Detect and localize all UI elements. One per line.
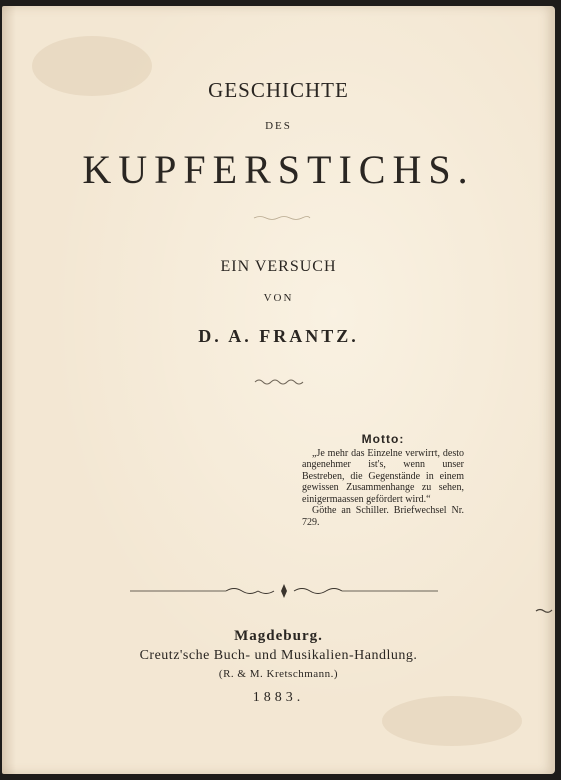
- title-main: KUPFERSTICHS.: [82, 147, 475, 192]
- subtitle: EIN VERSUCH: [220, 258, 337, 275]
- author-name: D. A. FRANTZ.: [198, 326, 359, 346]
- imprint-year: 1883.: [252, 690, 305, 705]
- title-line-1: GESCHICHTE: [208, 78, 349, 102]
- title-line-2: DES: [265, 120, 292, 132]
- motto-heading: Motto:: [361, 432, 405, 446]
- wave-ornament: [253, 376, 307, 388]
- motto-source: Göthe an Schiller. Briefwechsel Nr. 729.: [302, 505, 464, 528]
- book-page: [2, 6, 555, 774]
- faint-rule-ornament: [252, 214, 312, 222]
- motto-block: [302, 434, 464, 528]
- imprint-printer: (R. & M. Kretschmann.): [218, 668, 339, 680]
- ornamental-divider: [130, 583, 438, 599]
- imprint-publisher: Creutz'sche Buch- und Musikalien-Handlung.: [139, 648, 418, 663]
- motto-quote: „Je mehr das Einzelne verwirrt, desto angenehmer ist's, wenn unser Bestreben, die Gegenstände in einem gewissen Zusammenhange zu sehen, einigermaassen gefördert wird.“: [302, 447, 464, 505]
- by-label: VON: [263, 292, 294, 304]
- margin-mark: [535, 606, 555, 614]
- imprint-place: Magdeburg.: [234, 628, 323, 644]
